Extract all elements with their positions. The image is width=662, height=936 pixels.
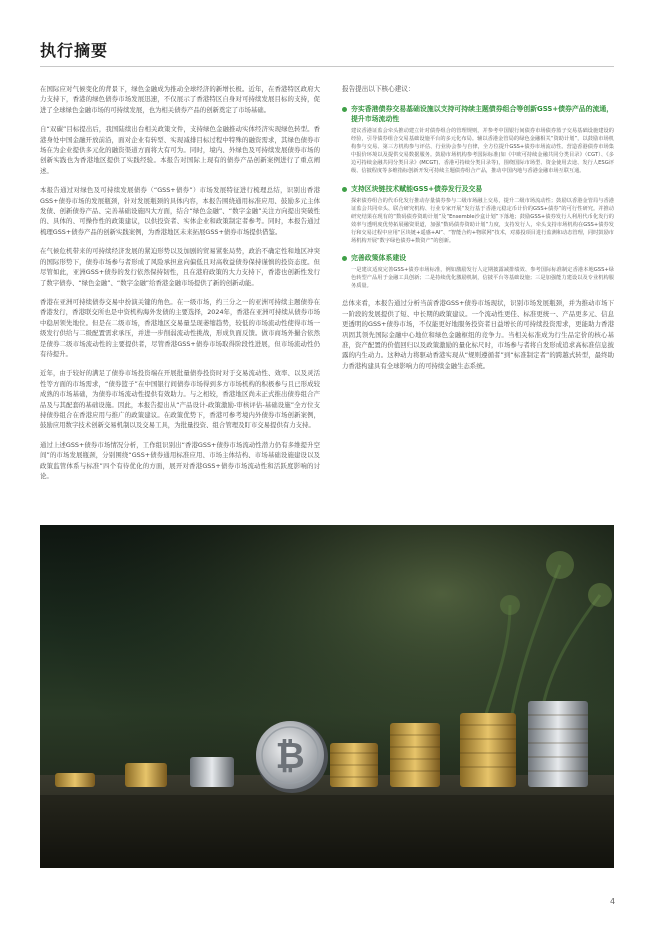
recommendation-item	[342, 253, 614, 290]
paragraph: 近年，由于较好的满足了债券市场投资端在开展批量债券投资时对于交易流动性、效率、以及灵活性等方面的市场需求，“债券篮子”在中国银行间债券市场得到多方市场机构的积极参与且已形成较成熟的市场基础，为债券市场流动性提供有效助力。与之相较，香港地区尚未正式推出债券组合产品及与其配套的基础设施。因此，本报告提出从“产品设计-政策激励-审核评估-基础设施”全方位支持债券组合在香港应用与推广的政策建议。在政策优势下，香港可参考境内外债券市场创新案例，鼓励应用数字技术创新交易机制以及交易工具，为批量投资、组合管理及盯市交易提供有力支持。	[40, 369, 320, 430]
left-column	[40, 84, 320, 490]
paragraph: 自“双碳”目标提出后，我国陆续出台相关政策文件，支持绿色金融推动实体经济实现绿色转型。香港身处中国金融开放前沿，面对企业有转型、实现减排目标过程中特殊的融资需求，其绿色债券市场在为企业提供多元化的融资渠道方面将大有可为。同时，境内、外绿色及可持续发展债券市场的创新实践也为香港地区提供了实践经验。本报告对国际上现有的债券产品创新案例进行了重点阐述。	[40, 125, 320, 175]
page-title: 执行摘要	[40, 41, 109, 60]
right-column	[342, 84, 614, 371]
recommendation-body: 探索债券组合的代币化发行推动存量债券参与二级市场融上交易，提升二级市场流动性；鼓励以香港金管局与香港证监会共同牵头、联合研究机构、行业专家开展“发行基于香港元稳定币计价的GSS+债券”的可行性研究。并推动研究结果在现有的“数码债券资助计划”及“Ensemble沙盒计划”下落地；鼓励GSS+债券发行人利用代币化发行的效率与透明度优势拓展融资渠道，加强“数码债券资助计划”力度，支持发行人，牵头支持市场机构在GSS+债券发行和交易过程中应用“区块链+遥感+AI”、“智能合约+物联网”技术，对募投项目进行监测和动态管理，同时鼓励市场机构开展“数字绿色债券+数资产”的创新。	[351, 197, 614, 245]
recommendation-item	[342, 104, 614, 176]
coin-stacks-bitcoin-photo	[40, 525, 614, 868]
bullet-icon	[342, 187, 347, 192]
bullet-icon	[342, 107, 347, 112]
svg-text:₿: ₿	[275, 736, 305, 777]
paragraph: 在气候危机带来的可持续经济发展的紧迫形势以及加剧的贸易紧张局势，政治不确定性和地区冲突的国际形势下，债券市场参与者形成了风险承担意向偏低且对高收益债券保持谨慎的投资态度。但尽管如此，亚洲GSS+债券的发行依然保持韧性，且在港府政策的大力支持下，香港也创新性发行了数字债券、“绿色金融”、“数字金融”给香港金融市场提供了新的创新动能。	[40, 247, 320, 287]
paragraph: 本报告通过对绿色及可持续发展债券（“GSS+债券”）市场发展特征进行梳理总结，识别出香港GSS+债券市场的发展瓶颈，针对发展瓶颈的具体内容，本报告围绕通用标准应用、鼓励多元主体发债、创新债券产品、完善基础设施四大方面，结合“绿色金融”、“数字金融”关注方向提出突破性的、具体的、可操作性的政策建议，以供投资者、实体企业和政策制定者参考。同时，本报告通过梳理GSS+债券产品的创新实践案例，为香港地区未来拓展GSS+债券市场提供借鉴。	[40, 186, 320, 236]
title-divider	[40, 66, 614, 67]
bullet-icon	[342, 256, 347, 261]
paragraph: 通过上述GSS+债券市场情况分析，工作组识别出“香港GSS+债券市场流动性潜力仍有多维提升空间”的市场发展瓶颈，分别围绕“GSS+债券通用标准应用、市场主体结构、市场基础设施建设以及政策监管体系与标准”四个有待优化的方面，展开对香港GSS+债券市场流动性和活跃度影响的讨论。	[40, 440, 320, 480]
page-number: 4	[610, 897, 616, 906]
recommendation-title: 支持区块链技术赋能GSS+债券发行及交易	[351, 184, 483, 193]
summary-paragraph: 总体来看，本报告通过分析当前香港GSS+债券市场现状，识别市场发展瓶颈，并为推动市场下一阶段的发展提供了短、中长期的政策建议。一个流动性更佳、标准更统一、产品更多元、信息更透明的GSS+债券市场，不仅能更好地服务投资者日益增长的可持续投资需求，更能助力香港巩固其领先国际金融中心地位和绿色金融枢纽的竞争力。当相关标准成为行生品定价的核心基准，资产配置的价值回归以及政策激励的量化标尺时，市场参与者将自发形成追求高标准信息披露的内生动力。这种动力将驱动香港实现从“规则遵循者”到“标准制定者”的跨越式转型，最终助力香港构建具有全球影响力的可持续金融生态系统。	[342, 299, 614, 370]
recommendation-body: 建议香港证监会牵头推动建立针对债券组合的管理规则，并参考中国银行间债券市场债券篮子交易基础设施建设的经验，引导债券组合交易基础设施平台的多元化布局。辅以香港金管局的绿色金融相关“资助计划”，以鼓励市场机构参与交易、第三方机构参与评估、行业协会参与自律，全方位提升GSS+债券市场流动性。营造香港债券市场集中报价环境以及提供交易数据服务。鼓励市场机构参考国际标准(如《中欧可持续金融共同分类目录》（CGT）、《多边可持续金融共同分类目录》(MCGT)、香港可持续分类目录等)，围绕国际市场型、资金使用去途、发行人ESG评级、信披程度等多维指标创新开发可持续主题债券组合产品，推动中国内地与香港金融市场互联互通。	[351, 128, 614, 175]
recommendation-body: 一是建议适度完善GSS+债券市场标准，例如激励发行人定期披露减排绩效、参考国际标准制定香港本地GSS+绿色转型产品用于金融工具创新；二是持续优化激励机制，信披平台等基础设施；三是加强能力建设以及专业机构服务质量。	[351, 267, 614, 290]
paragraph: 香港在亚洲可持续债券交易中扮演关键的角色。在一级市场，约三分之一的亚洲可持续主题债券在香港发行，香港联交所也是中资机构海外发债的主要选择，2024年，香港在亚洲可持续从债券市场中稳居领先地位。但是在二级市场，香港地区交易量呈现萎缩趋势，较低的市场流动性使得市场一级发行供给与二级配置需求承压，并进一步削弱流动性挑战，形成负面反馈。做市商场外撮合依然是债券二级市场流动性的主要提供者，尽管香港GSS+债券市场取得阶段性进展，但市场流动性仍有待提升。	[40, 297, 320, 358]
recommendations-intro: 报告提出以下核心建议：	[342, 85, 415, 93]
recommendation-title: 夯实香港债券交易基础设施以支持可持续主题债券组合等创新GSS+债券产品的流通，提升市场流动性	[351, 105, 614, 123]
recommendation-title: 完善政策体系建设	[351, 254, 407, 263]
paragraph: 在国际应对气候变化的背景下，绿色金融成为推动全球经济的新增长极。近年，在香港特区政府大力支持下，香港的绿色债券市场发展迅速，不仅展示了香港特区自身对可持续发展目标的支持，促进了全球绿色金融市场的可持续发展，也为相关债券产品的创新奠定了市场基础。	[40, 85, 320, 114]
recommendation-item	[342, 184, 614, 246]
